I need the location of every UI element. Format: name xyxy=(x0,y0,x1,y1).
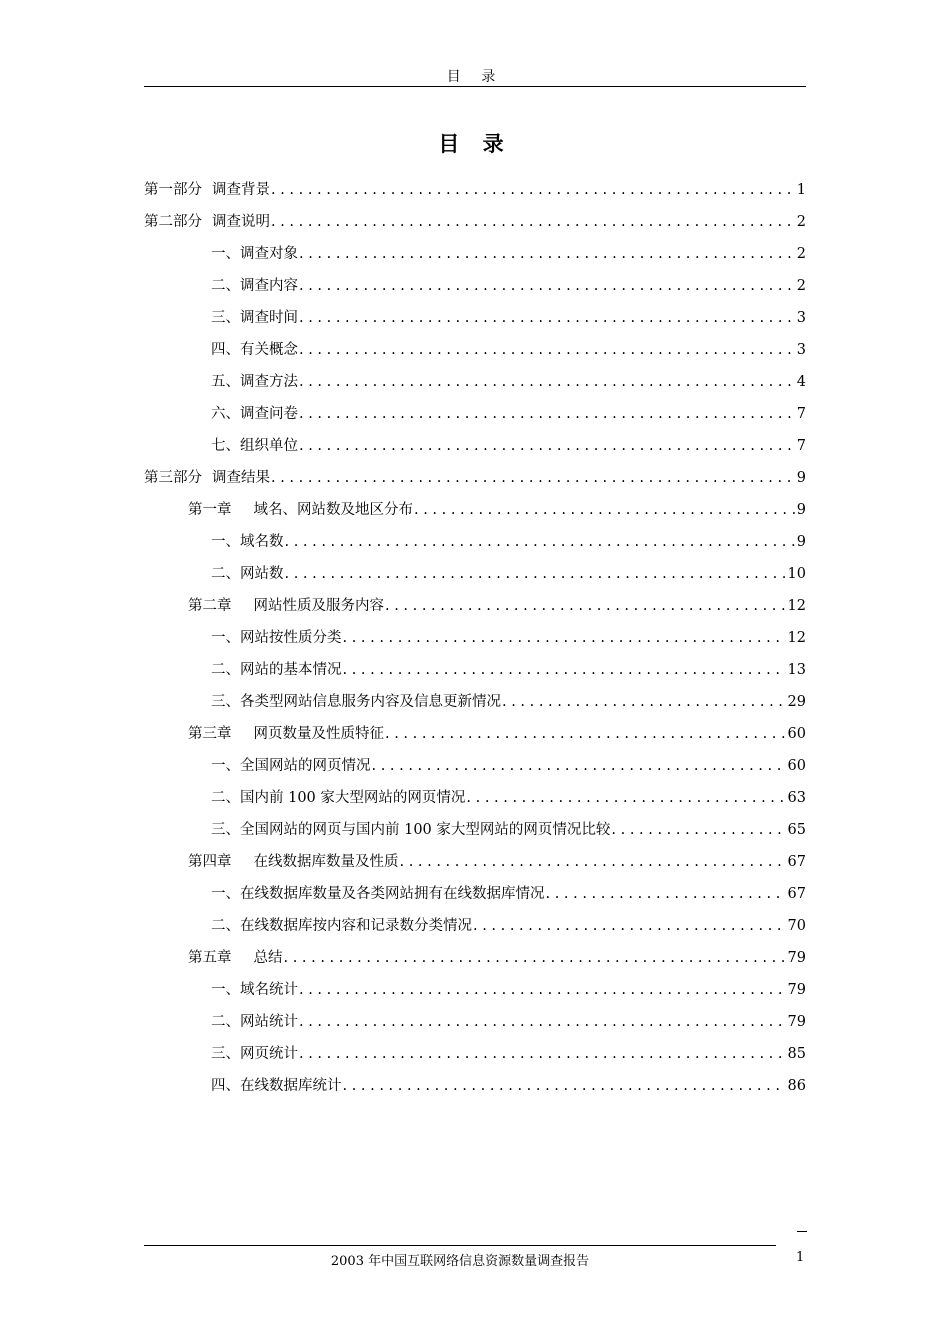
toc-entry-section[interactable] xyxy=(211,560,806,588)
toc-entry-section[interactable] xyxy=(211,528,806,556)
toc-entry-section[interactable] xyxy=(211,784,806,812)
dot-leader xyxy=(298,336,795,364)
dot-leader xyxy=(384,592,786,620)
toc-entry-text: 六、调查问卷 xyxy=(211,406,298,422)
toc-entry-text: 三、各类型网站信息服务内容及信息更新情况 xyxy=(211,694,501,710)
toc-entry-text: 网页数量及性质特征 xyxy=(253,726,384,742)
toc-entry-prefix: 第一部分 xyxy=(144,182,202,198)
toc-entry-page: 79 xyxy=(787,982,806,998)
toc-entry-chapter-5[interactable] xyxy=(188,944,806,972)
toc-entry-text: 调查结果 xyxy=(212,470,270,486)
footer-report-title: 2003 年中国互联网络信息资源数量调查报告 xyxy=(330,1254,590,1269)
toc-entry-page: 79 xyxy=(787,1014,806,1030)
toc-entry-text: 调查背景 xyxy=(212,182,270,198)
dot-leader xyxy=(298,976,786,1004)
toc-entry-page: 12 xyxy=(787,630,806,646)
toc-entry-prefix: 第五章 xyxy=(188,950,232,966)
toc-entry-page: 60 xyxy=(787,758,806,774)
toc-entry-part-2[interactable] xyxy=(144,208,806,236)
dot-leader xyxy=(472,912,786,940)
toc-entry-text: 三、全国网站的网页与国内前 100 家大型网站的网页情况比较 xyxy=(211,822,611,838)
dot-leader xyxy=(413,496,795,524)
toc-entry-section[interactable] xyxy=(211,752,806,780)
toc-entry-text: 总结 xyxy=(253,950,283,966)
toc-entry-text: 一、网站按性质分类 xyxy=(211,630,342,646)
dot-leader xyxy=(298,240,795,268)
toc-entry-text: 四、有关概念 xyxy=(211,342,298,358)
toc-entry-section[interactable] xyxy=(211,1008,806,1036)
dot-leader xyxy=(298,272,795,300)
toc-entry-chapter-4[interactable] xyxy=(188,848,806,876)
toc-entry-page: 2 xyxy=(796,214,806,230)
toc-entry-text: 四、在线数据库统计 xyxy=(211,1078,342,1094)
toc-entry-text: 域名、网站数及地区分布 xyxy=(253,502,413,518)
toc-entry-prefix: 第三章 xyxy=(188,726,232,742)
toc-entry-chapter-1[interactable] xyxy=(188,496,806,524)
toc-entry-text: 一、调查对象 xyxy=(211,246,298,262)
toc-entry-text: 二、在线数据库按内容和记录数分类情况 xyxy=(211,918,472,934)
toc-entry-page: 2 xyxy=(796,246,806,262)
toc-entry-section[interactable] xyxy=(211,240,806,268)
toc-entry-text: 一、域名统计 xyxy=(211,982,298,998)
toc-entry-part-3[interactable] xyxy=(144,464,806,492)
toc-entry-text: 二、调查内容 xyxy=(211,278,298,294)
footer-page-number: 1 xyxy=(796,1250,805,1265)
toc-entry-section[interactable] xyxy=(211,688,806,716)
toc-entry-page: 1 xyxy=(796,182,806,198)
toc-entry-page: 12 xyxy=(787,598,806,614)
toc-entry-text: 二、国内前 100 家大型网站的网页情况 xyxy=(211,790,466,806)
toc-entry-page: 2 xyxy=(796,278,806,294)
dot-leader xyxy=(298,400,795,428)
toc-entry-chapter-3[interactable] xyxy=(188,720,806,748)
header-divider xyxy=(144,86,806,87)
toc-entry-page: 3 xyxy=(796,310,806,326)
toc-entry-page: 65 xyxy=(787,822,806,838)
toc-entry-part-1[interactable] xyxy=(144,176,806,204)
toc-entry-page: 70 xyxy=(787,918,806,934)
dot-leader xyxy=(283,944,786,972)
toc-title: 目 录 xyxy=(438,131,512,156)
toc-entry-text: 二、网站统计 xyxy=(211,1014,298,1030)
running-header: 目 录 xyxy=(446,69,504,85)
toc-entry-text: 五、调查方法 xyxy=(211,374,298,390)
toc-entry-text: 一、域名数 xyxy=(211,534,284,550)
toc-entry-page: 9 xyxy=(796,502,806,518)
toc-entry-page: 13 xyxy=(787,662,806,678)
toc-entry-text: 在线数据库数量及性质 xyxy=(253,854,399,870)
toc-entry-prefix: 第三部分 xyxy=(144,470,202,486)
dot-leader xyxy=(298,1040,786,1068)
dot-leader xyxy=(371,752,786,780)
toc-entry-section[interactable] xyxy=(211,336,806,364)
toc-entry-text: 调查说明 xyxy=(212,214,270,230)
toc-entry-section[interactable] xyxy=(211,656,806,684)
toc-entry-section[interactable] xyxy=(211,912,806,940)
toc-entry-page: 67 xyxy=(787,886,806,902)
dot-leader xyxy=(465,784,785,812)
toc-entry-section[interactable] xyxy=(211,816,806,844)
toc-entry-text: 三、调查时间 xyxy=(211,310,298,326)
toc-entry-page: 3 xyxy=(796,342,806,358)
toc-entry-page: 85 xyxy=(787,1046,806,1062)
dot-leader xyxy=(270,176,795,204)
toc-entry-page: 67 xyxy=(787,854,806,870)
toc-entry-text: 二、网站的基本情况 xyxy=(211,662,342,678)
toc-entry-text: 一、在线数据库数量及各类网站拥有在线数据库情况 xyxy=(211,886,545,902)
toc-entry-page: 60 xyxy=(787,726,806,742)
toc-entry-text: 二、网站数 xyxy=(211,566,284,582)
toc-entry-page: 7 xyxy=(796,406,806,422)
toc-entry-prefix: 第四章 xyxy=(188,854,232,870)
toc-entry-section[interactable] xyxy=(211,272,806,300)
toc-entry-page: 10 xyxy=(787,566,806,582)
dot-leader xyxy=(298,1008,786,1036)
toc-entry-text: 一、全国网站的网页情况 xyxy=(211,758,371,774)
dot-leader xyxy=(342,624,786,652)
toc-entry-page: 29 xyxy=(787,694,806,710)
dot-leader xyxy=(284,528,795,556)
dot-leader xyxy=(399,848,786,876)
toc-entry-page: 7 xyxy=(796,438,806,454)
dot-leader xyxy=(298,304,795,332)
toc-entry-page: 79 xyxy=(787,950,806,966)
toc-entry-prefix: 第一章 xyxy=(188,502,232,518)
toc-entry-text: 网站性质及服务内容 xyxy=(253,598,384,614)
toc-entry-text: 七、组织单位 xyxy=(211,438,298,454)
toc-entry-page: 9 xyxy=(796,470,806,486)
toc-entry-section[interactable] xyxy=(211,432,806,460)
dot-leader xyxy=(270,208,795,236)
toc-entry-section[interactable] xyxy=(211,368,806,396)
footer-divider xyxy=(144,1245,776,1246)
toc-entry-chapter-2[interactable] xyxy=(188,592,806,620)
toc-entry-section[interactable] xyxy=(211,880,806,908)
dot-leader xyxy=(270,464,795,492)
dot-leader xyxy=(501,688,786,716)
toc-entry-prefix: 第二章 xyxy=(188,598,232,614)
toc-entry-prefix: 第二部分 xyxy=(144,214,202,230)
dot-leader xyxy=(610,816,785,844)
dot-leader xyxy=(342,656,786,684)
dot-leader xyxy=(342,1072,786,1100)
toc-entry-page: 9 xyxy=(796,534,806,550)
toc-entry-section[interactable] xyxy=(211,400,806,428)
toc-entry-section[interactable] xyxy=(211,1072,806,1100)
toc-entry-section[interactable] xyxy=(211,624,806,652)
toc-entry-page: 63 xyxy=(787,790,806,806)
toc-entry-section[interactable] xyxy=(211,976,806,1004)
toc-entry-section[interactable] xyxy=(211,304,806,332)
toc-entry-page: 4 xyxy=(796,374,806,390)
footer-dash xyxy=(797,1231,807,1232)
toc-entry-page: 86 xyxy=(787,1078,806,1094)
dot-leader xyxy=(384,720,786,748)
dot-leader xyxy=(545,880,786,908)
dot-leader xyxy=(298,432,795,460)
toc-entry-section[interactable] xyxy=(211,1040,806,1068)
dot-leader xyxy=(298,368,795,396)
toc-entry-text: 三、网页统计 xyxy=(211,1046,298,1062)
dot-leader xyxy=(284,560,786,588)
